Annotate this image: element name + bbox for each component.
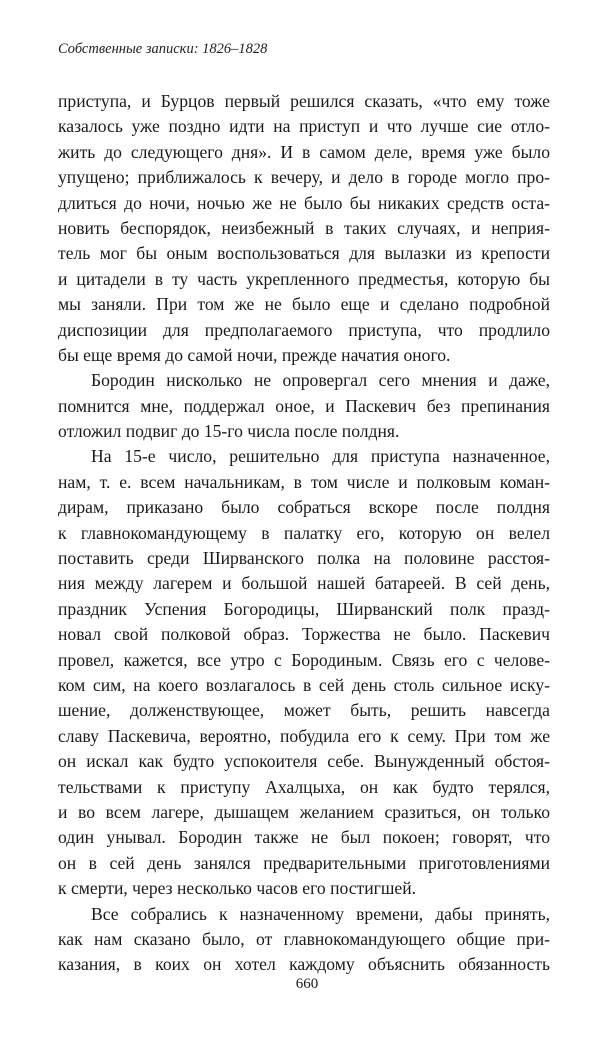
text-line: приступа, и Бурцов первый решился сказать, «что ему тоже bbox=[58, 91, 550, 111]
text-line: и цитадели в ту часть укрепленного предместья, которую бы bbox=[58, 268, 550, 289]
text-line: новал свой полковой образ. Торжества не было. Паскевич bbox=[58, 624, 550, 645]
text-line: и во всем лагере, дышащем желанием сразиться, он только bbox=[58, 801, 550, 822]
text-line: к смерти, через несколько часов его постигшей. bbox=[58, 878, 417, 899]
text-line: дирам, приказано было собраться вскоре после полдня bbox=[58, 497, 550, 518]
text-line: упущено; приближалось к вечеру, и дело в городе могло про- bbox=[58, 167, 550, 188]
page-number: 660 bbox=[295, 976, 319, 992]
text-line: он в сей день занялся предварительными приготовлениями bbox=[58, 852, 550, 873]
text-line: жить до следующего дня». И в самом деле, время уже было bbox=[58, 141, 550, 162]
text-line: к главнокомандующему в палатку его, которую он велел bbox=[58, 522, 550, 543]
text-line: поставить среди Ширванского полка на половине расстоя- bbox=[58, 548, 550, 569]
paragraph bbox=[58, 444, 550, 901]
text-line: диспозиции для предполагаемого приступа, что продлило bbox=[58, 319, 550, 340]
paragraph bbox=[58, 89, 550, 368]
text-line: длиться до ночи, ночью же не было бы никаких средств оста- bbox=[58, 192, 550, 213]
text-line: один унывал. Бородин также не был покоен; говорят, что bbox=[58, 827, 550, 848]
text-line: славу Паскевича, вероятно, побудила его к сему. При том же bbox=[58, 725, 550, 746]
text-line: ком сим, на коего возлагалось в сей день столь сильное иску- bbox=[58, 674, 550, 695]
text-line: мы заняли. При том же не было еще и сделано подробной bbox=[58, 294, 550, 315]
text-line: отложил подвиг до 15-го числа после полдня. bbox=[58, 421, 400, 442]
text-line: казалось уже поздно идти на приступ и что лучше сие отло- bbox=[58, 116, 550, 137]
text-line: ния между лагерем и большой нашей батареей. В сей день, bbox=[58, 573, 550, 594]
text-line: тельствами к приступу Ахалцыха, он как будто терялся, bbox=[58, 776, 550, 797]
text-line: он искал как будто успокоителя себе. Вынужденный обстоя- bbox=[58, 751, 550, 772]
paragraph bbox=[58, 368, 550, 444]
text-line: провел, кажется, все утро с Бородиным. Связь его с челове- bbox=[58, 649, 550, 670]
body-text bbox=[58, 89, 550, 978]
text-line: помнится мне, поддержал оное, и Паскевич без препинания bbox=[58, 395, 550, 416]
text-line: казания, в коих он хотел каждому объяснить обязанность bbox=[58, 954, 550, 975]
text-line: праздник Успения Богородицы, Ширванский полк празд- bbox=[58, 598, 550, 619]
text-line: Бородин нисколько не опровергал сего мнения и даже, bbox=[91, 370, 550, 391]
text-line: тель мог бы оным воспользоваться для вылазки из крепости bbox=[58, 243, 550, 264]
text-line: На 15-е число, решительно для приступа назначенное, bbox=[91, 446, 550, 467]
text-line: бы еще время до самой ночи, прежде начатия оного. bbox=[58, 344, 451, 365]
text-line: Все собрались к назначенному времени, дабы принять, bbox=[91, 903, 550, 924]
text-line: как нам сказано было, от главнокомандующего общие при- bbox=[58, 928, 550, 949]
running-head: Собственные записки: 1826–1828 bbox=[58, 41, 268, 57]
text-line: шение, долженствующее, может быть, решить навсегда bbox=[58, 700, 550, 721]
text-line: нам, т. е. всем начальникам, в том числе и полковым коман- bbox=[58, 471, 550, 492]
paragraph bbox=[58, 902, 550, 978]
text-line: новить беспорядок, неизбежный в таких случаях, и неприя- bbox=[58, 217, 550, 238]
